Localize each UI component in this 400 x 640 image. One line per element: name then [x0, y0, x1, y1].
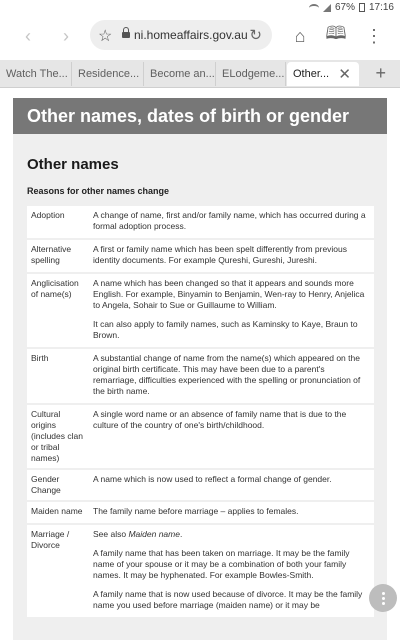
tab-elodgement[interactable] [216, 62, 286, 86]
address-bar[interactable] [90, 20, 272, 50]
definition-text: A family name that is now used because of divorce. It may be the family name you used before marriage (maiden name) or it may be [93, 589, 363, 610]
definition-text: The family name before marriage – applies to females. [93, 506, 299, 516]
content-card [13, 98, 387, 640]
lock-icon[interactable] [122, 30, 130, 39]
row-definition [89, 404, 374, 469]
definition-text: It can also apply to family names, such as Kaminsky to Kaye, Braun to Brown. [93, 319, 358, 340]
forward-arrow-icon[interactable]: › [63, 25, 69, 46]
table-row [27, 524, 374, 618]
floating-menu-button[interactable] [369, 584, 397, 612]
wifi-icon [309, 4, 319, 12]
see-also-line [93, 529, 370, 540]
definition-text: A change of name, first and/or family name, which has occurred during a formal adoption process. [93, 210, 366, 231]
tab-watch[interactable] [0, 62, 72, 86]
battery-icon [359, 3, 365, 12]
home-icon[interactable]: ⌂ [294, 25, 306, 46]
browser-toolbar [0, 16, 400, 56]
close-icon[interactable]: ✕ [338, 66, 351, 83]
table-row [27, 206, 374, 239]
row-definition [89, 273, 374, 348]
status-bar [0, 0, 400, 16]
table-row [27, 404, 374, 469]
definition-text: A name which is now used to reflect a formal change of gender. [93, 474, 332, 484]
table-caption: Reasons for other names change [27, 186, 170, 196]
row-definition [89, 501, 374, 524]
row-term: Anglicisation of name(s) [31, 278, 79, 299]
maiden-name-link[interactable]: Maiden name [128, 529, 180, 539]
battery-percent: 67% [334, 2, 355, 13]
row-term: Cultural origins (includes clan or tribal names) [31, 409, 83, 463]
tab-label: Become an... [150, 68, 215, 80]
definition-text: A name which has been changed so that it appears and sounds more English. For example, Binyamin to Benjamin, Wen-ray to Henry, Anjelica to Angela, Sohair to Sue or Guillaume to William. [93, 278, 365, 310]
definition-text: A substantial change of name from the name(s) which appeared on the original birth certificate. This may have been due to a parent's remarriage, difficulties experienced with the spelling or pronunciation of the birth name. [93, 353, 361, 396]
more-menu-icon[interactable]: ⋮ [365, 25, 383, 46]
row-term: Gender Change [31, 474, 61, 495]
table-row [27, 239, 374, 273]
reading-book-icon[interactable]: 🕮 [325, 23, 347, 43]
page-banner: Other names, dates of birth or gender [13, 98, 387, 134]
definition-text: A family name that has been taken on marriage. It may be the family name of your spouse or it may be a combination of both your family names. It may be hyphenated. For example Bowles-Smith. [93, 548, 350, 580]
new-tab-icon[interactable]: + [375, 63, 386, 83]
status-right [309, 2, 394, 13]
reasons-table [27, 206, 374, 619]
row-definition [89, 348, 374, 404]
clock: 17:16 [368, 2, 394, 13]
tab-other-active[interactable] [287, 62, 359, 86]
tab-strip [0, 60, 400, 88]
row-term: Birth [31, 353, 49, 363]
row-term: Adoption [31, 210, 65, 220]
tab-label: ELodgeme... [222, 68, 285, 80]
tab-residence[interactable] [72, 62, 144, 86]
row-term: Marriage / Divorce [31, 529, 70, 550]
signal-icon [323, 4, 331, 12]
tab-label: Residence... [78, 68, 140, 80]
reload-icon[interactable]: ↻ [249, 27, 262, 44]
bookmark-star-icon[interactable]: ☆ [98, 28, 113, 45]
section-title: Other names [27, 156, 119, 173]
vertical-dots-icon [382, 597, 385, 600]
row-definition [89, 524, 374, 618]
row-term: Alternative spelling [31, 244, 72, 265]
url-text[interactable]: ni.homeaffairs.gov.au [134, 28, 248, 42]
back-arrow-icon[interactable]: ‹ [25, 25, 31, 46]
table-row [27, 501, 374, 524]
tab-label: Other... [293, 68, 330, 80]
see-also-suffix: . [179, 529, 183, 539]
table-row [27, 469, 374, 501]
row-definition [89, 469, 374, 501]
see-also-prefix: See also [93, 529, 129, 539]
row-term: Maiden name [31, 506, 83, 516]
table-row [27, 273, 374, 348]
tab-become[interactable] [144, 62, 216, 86]
page-content [0, 88, 400, 640]
definition-text: A single word name or an absence of family name that is due to the culture of the country of one's birth/childhood. [93, 409, 347, 430]
row-definition [89, 239, 374, 273]
definition-text: A first or family name which has been spelt differently from previous identity documents. For example Qureshi, Gureshi, Jureshi. [93, 244, 348, 265]
row-definition [89, 206, 374, 239]
tab-label: Watch The... [6, 68, 68, 80]
table-row [27, 348, 374, 404]
